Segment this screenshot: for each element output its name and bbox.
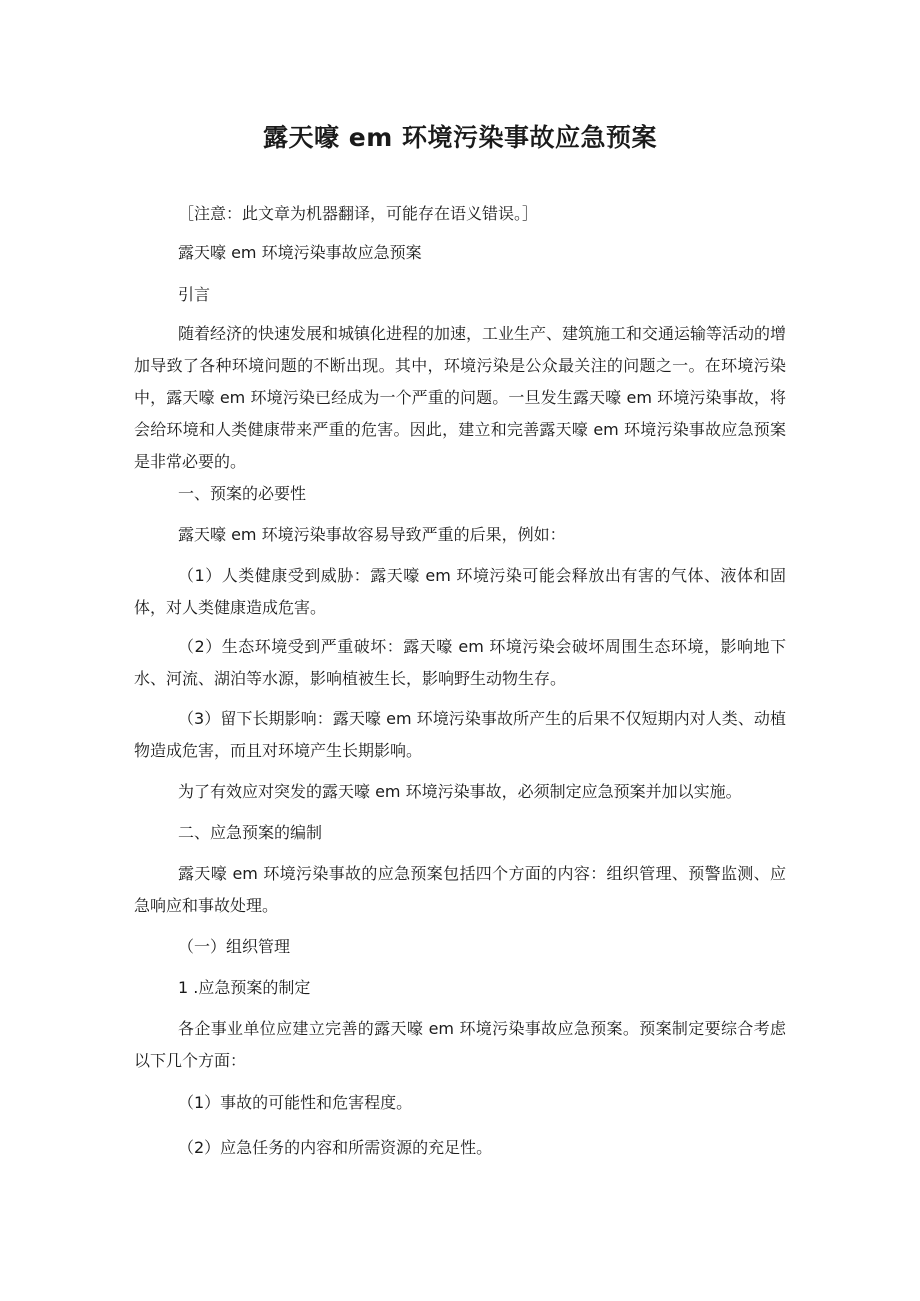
subsection-item-heading: 1 .应急预案的制定 [178, 978, 311, 997]
section1-closing: 为了有效应对突发的露天嚎 em 环境污染事故，必须制定应急预案并加以实施。 [178, 782, 742, 801]
list-item-3: （3）留下长期影响：露天嚎 em 环境污染事故所产生的后果不仅短期内对人类、动植物造成危害，而且对环境产生长期影响。 [134, 709, 786, 760]
subsection-point-1: （1）事故的可能性和危害程度。 [178, 1093, 413, 1112]
subsection-paragraph: 各企事业单位应建立完善的露天嚎 em 环境污染事故应急预案。预案制定要综合考虑以下几个方面： [134, 1019, 786, 1070]
section-heading-1: 一、预案的必要性 [178, 484, 307, 503]
section2-lead: 露天嚎 em 环境污染事故的应急预案包括四个方面的内容：组织管理、预警监测、应急响应和事故处理。 [134, 864, 786, 915]
document-subtitle: 露天嚎 em 环境污染事故应急预案 [178, 243, 422, 262]
list-item-2: （2）生态环境受到严重破坏：露天嚎 em 环境污染会破坏周围生态环境，影响地下水、河流、湖泊等水源，影响植被生长，影响野生动物生存。 [134, 637, 786, 688]
subsection-point-2: （2）应急任务的内容和所需资源的充足性。 [178, 1138, 493, 1157]
section1-lead: 露天嚎 em 环境污染事故容易导致严重的后果，例如： [178, 525, 566, 544]
subsection-heading-1: （一）组织管理 [178, 937, 291, 956]
document-title: 露天嚎 em 环境污染事故应急预案 [263, 123, 657, 152]
intro-heading: 引言 [178, 285, 211, 304]
list-item-1: （1）人类健康受到威胁：露天嚎 em 环境污染可能会释放出有害的气体、液体和固体，对人类健康造成危害。 [134, 566, 786, 617]
intro-paragraph: 随着经济的快速发展和城镇化进程的加速，工业生产、建筑施工和交通运输等活动的增加导致了各种环境问题的不断出现。其中，环境污染是公众最关注的问题之一。在环境污染中，露天嚎 em 环境污染已经成为一个严重的问题。一旦发生露天嚎 em 环境污染事故，将会给环境和人类健康带来严重的危害。因此，建立和完善露天嚎 em 环境污染事故应急预案是非常必要的。 [134, 324, 787, 471]
section-heading-2: 二、应急预案的编制 [178, 823, 323, 842]
translation-note: ［注意：此文章为机器翻译，可能存在语义错误。］ [178, 204, 539, 223]
